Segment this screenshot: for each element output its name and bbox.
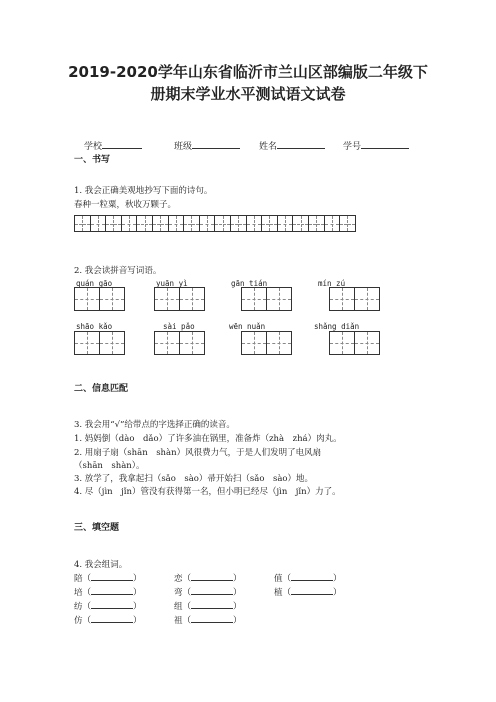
- word-blank[interactable]: [191, 614, 233, 623]
- section1-heading: 一、书写: [74, 155, 111, 165]
- q4-label: 4. 我会组词。: [74, 560, 128, 570]
- word-entry: 纺（ ）: [74, 602, 142, 612]
- info-number-label: 学号: [343, 142, 362, 152]
- word-box-2[interactable]: [154, 287, 205, 311]
- word-box-8[interactable]: [329, 331, 380, 355]
- info-class-label: 班级: [174, 142, 193, 152]
- word-box-6[interactable]: [154, 331, 205, 355]
- info-class-blank[interactable]: [192, 140, 240, 149]
- grid-cell[interactable]: [106, 216, 122, 231]
- q3-line-3: （shān shàn）。: [74, 461, 145, 471]
- word-entry: 祖（ ）: [174, 616, 242, 626]
- q1-poem: 春种一粒粟，秋收万颗子。: [74, 200, 177, 210]
- q2-label: 2. 我会读拼音写词语。: [74, 266, 162, 276]
- grid-cell[interactable]: [231, 216, 247, 231]
- pinyin-7: wēn nuǎn: [229, 322, 266, 331]
- q3-line-1: 1. 妈妈倒（dào dǎo）了许多油在锅里，准备炸（zhà zhá）肉丸。: [74, 434, 342, 444]
- pinyin-8: shǎng diǎn: [314, 322, 360, 331]
- info-name: [259, 139, 325, 152]
- word-char: 陪: [74, 574, 83, 584]
- page-title-line1: 2019-2020学年山东省临沂市兰山区部编版二年级下: [68, 63, 428, 81]
- word-box-5[interactable]: [74, 331, 125, 355]
- word-blank[interactable]: [291, 572, 333, 581]
- grid-cell[interactable]: [200, 216, 216, 231]
- word-char: 弯: [174, 588, 183, 598]
- word-entry: 恋（ ）: [174, 574, 242, 584]
- pinyin-2: yuān yì: [156, 279, 188, 288]
- grid-cell[interactable]: [325, 216, 341, 231]
- section2-heading: 二、信息匹配: [74, 384, 129, 394]
- info-school-label: 学校: [84, 142, 103, 152]
- word-entry: 陪（ ）: [74, 574, 142, 584]
- info-class: [174, 139, 240, 152]
- grid-cell[interactable]: [293, 216, 309, 231]
- info-school: [84, 139, 142, 152]
- info-name-blank[interactable]: [277, 140, 325, 149]
- grid-cell[interactable]: [91, 216, 107, 231]
- grid-cell[interactable]: [247, 216, 263, 231]
- q3-line-4: 3. 放学了，我拿起扫（sǎo sào）帚开始扫（sǎo sào）地。: [74, 474, 314, 484]
- word-char: 值: [274, 574, 283, 584]
- word-entry: 培（ ）: [74, 588, 142, 598]
- q1-label: 1. 我会正确美观地抄写下面的诗句。: [74, 186, 213, 196]
- word-blank[interactable]: [191, 572, 233, 581]
- word-blank[interactable]: [91, 572, 133, 581]
- word-char: 恋: [174, 574, 183, 584]
- word-char: 仿: [74, 616, 83, 626]
- info-school-blank[interactable]: [102, 140, 142, 149]
- pinyin-6: sài pǎo: [163, 322, 195, 331]
- q1-writing-grid[interactable]: [74, 215, 356, 232]
- page-title-line2: 册期末学业水平测试语文试卷: [150, 85, 346, 103]
- info-name-label: 姓名: [259, 142, 278, 152]
- pinyin-4: mín zú: [318, 279, 346, 288]
- word-blank[interactable]: [291, 586, 333, 595]
- word-entry: 仿（ ）: [74, 616, 142, 626]
- word-box-4[interactable]: [329, 287, 380, 311]
- word-char: 培: [74, 588, 83, 598]
- word-char: 祖: [174, 616, 183, 626]
- pinyin-5: shāo kǎo: [76, 322, 113, 331]
- section3-heading: 三、填空题: [74, 523, 120, 533]
- info-number: [343, 139, 409, 152]
- grid-cell[interactable]: [153, 216, 169, 231]
- word-blank[interactable]: [91, 586, 133, 595]
- pinyin-3: gān tián: [231, 279, 268, 288]
- grid-cell[interactable]: [75, 216, 91, 231]
- q3-label: 3. 我会用“√”给带点的字选择正确的读音。: [74, 420, 235, 430]
- grid-cell[interactable]: [169, 216, 185, 231]
- grid-cell[interactable]: [215, 216, 231, 231]
- info-number-blank[interactable]: [361, 140, 409, 149]
- grid-cell[interactable]: [340, 216, 356, 231]
- grid-cell[interactable]: [262, 216, 278, 231]
- word-box-3[interactable]: [241, 287, 292, 311]
- q3-line-5: 4. 尽（jìn jǐn）管没有获得第一名，但小明已经尽（jìn jǐn）力了。: [74, 487, 341, 497]
- pinyin-1: quán gāo: [76, 279, 113, 288]
- word-box-1[interactable]: [74, 287, 125, 311]
- word-char: 纺: [74, 602, 83, 612]
- grid-cell[interactable]: [184, 216, 200, 231]
- word-blank[interactable]: [91, 600, 133, 609]
- word-blank[interactable]: [191, 586, 233, 595]
- grid-cell[interactable]: [278, 216, 294, 231]
- grid-cell[interactable]: [309, 216, 325, 231]
- word-entry: 组（ ）: [174, 602, 242, 612]
- word-char: 植: [274, 588, 283, 598]
- word-blank[interactable]: [91, 614, 133, 623]
- grid-cell[interactable]: [137, 216, 153, 231]
- word-entry: 弯（ ）: [174, 588, 242, 598]
- word-box-7[interactable]: [241, 331, 292, 355]
- grid-cell[interactable]: [122, 216, 138, 231]
- word-entry: 值（ ）: [274, 574, 342, 584]
- word-char: 组: [174, 602, 183, 612]
- word-blank[interactable]: [191, 600, 233, 609]
- q3-line-2: 2. 用扇子扇（shān shàn）风很费力气，于是人们发明了电风扇: [74, 448, 322, 458]
- word-entry: 植（ ）: [274, 588, 342, 598]
